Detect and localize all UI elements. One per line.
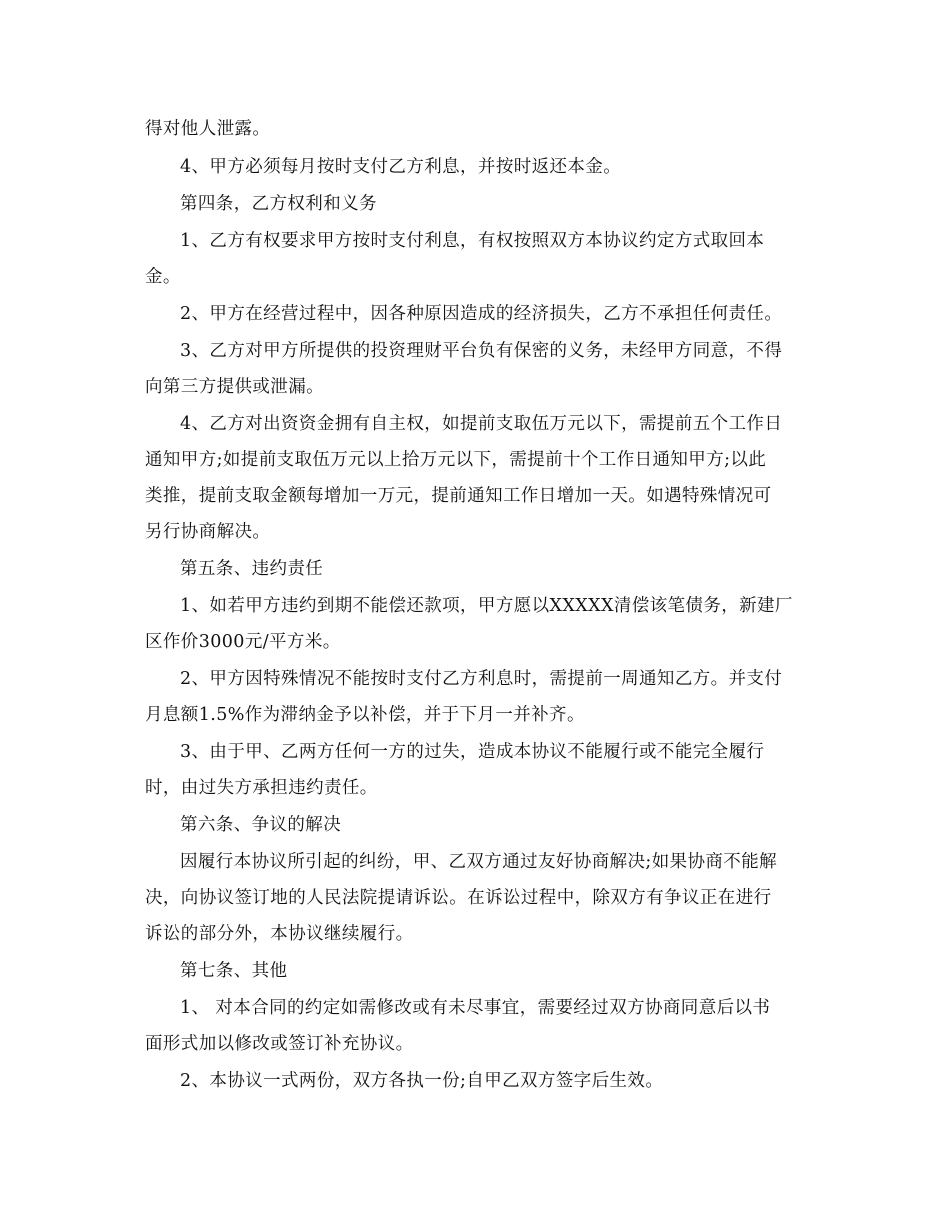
section-heading: 第五条、违约责任 [180, 559, 324, 579]
text-line: 月息额1.5%作为滞纳金予以补偿，并于下月一并补齐。 [145, 705, 585, 725]
text-line: 2、甲方因特殊情况不能按时支付乙方利息时，需提前一周通知乙方。并支付 [180, 669, 783, 689]
text-line: 区作价3000元/平方米。 [145, 632, 341, 652]
text-line: 因履行本协议所引起的纠纷，甲、乙双方通过友好协商解决;如果协商不能解 [180, 852, 777, 872]
text-line: 诉讼的部分外，本协议继续履行。 [145, 924, 414, 944]
text-line: 4、甲方必须每月按时支付乙方利息，并按时返还本金。 [180, 157, 622, 177]
text-line: 2、本协议一式两份，双方各执一份;自甲乙双方签字后生效。 [180, 1071, 664, 1091]
text-line: 另行协商解决。 [145, 522, 271, 542]
text-line: 金。 [145, 267, 181, 287]
text-line: 时，由过失方承担违约责任。 [145, 778, 378, 798]
section-heading: 第四条，乙方权利和义务 [180, 194, 377, 214]
text-line: 通知甲方;如提前支取伍万元以上拾万元以下，需提前十个工作日通知甲方;以此 [145, 450, 767, 470]
text-line: 4、乙方对出资资金拥有自主权，如提前支取伍万元以下，需提前五个工作日 [180, 414, 783, 434]
text-line: 向第三方提供或泄漏。 [145, 377, 324, 397]
text-line: 面形式加以修改或签订补充协议。 [145, 1034, 414, 1054]
text-line: 决，向协议签订地的人民法院提请诉讼。在诉讼过程中，除双方有争议正在进行 [145, 888, 772, 908]
text-line: 3、由于甲、乙两方任何一方的过失，造成本协议不能履行或不能完全履行 [180, 742, 765, 762]
text-line: 得对他人泄露。 [145, 119, 271, 139]
text-line: 1、 对本合同的约定如需修改或有未尽事宜，需要经过双方协商同意后以书 [180, 998, 771, 1018]
text-line: 类推，提前支取金额每增加一万元，提前通知工作日增加一天。如遇特殊情况可 [145, 486, 772, 506]
text-line: 2、甲方在经营过程中，因各种原因造成的经济损失，乙方不承担任何责任。 [180, 304, 783, 324]
section-heading: 第七条、其他 [180, 961, 288, 981]
section-heading: 第六条、争议的解决 [180, 815, 342, 835]
text-line: 1、如若甲方违约到期不能偿还款项，甲方愿以XXXXX清偿该笔债务，新建厂 [180, 596, 793, 616]
text-line: 1、乙方有权要求甲方按时支付利息，有权按照双方本协议约定方式取回本 [180, 231, 765, 251]
text-line: 3、乙方对甲方所提供的投资理财平台负有保密的义务，未经甲方同意，不得 [180, 341, 783, 361]
